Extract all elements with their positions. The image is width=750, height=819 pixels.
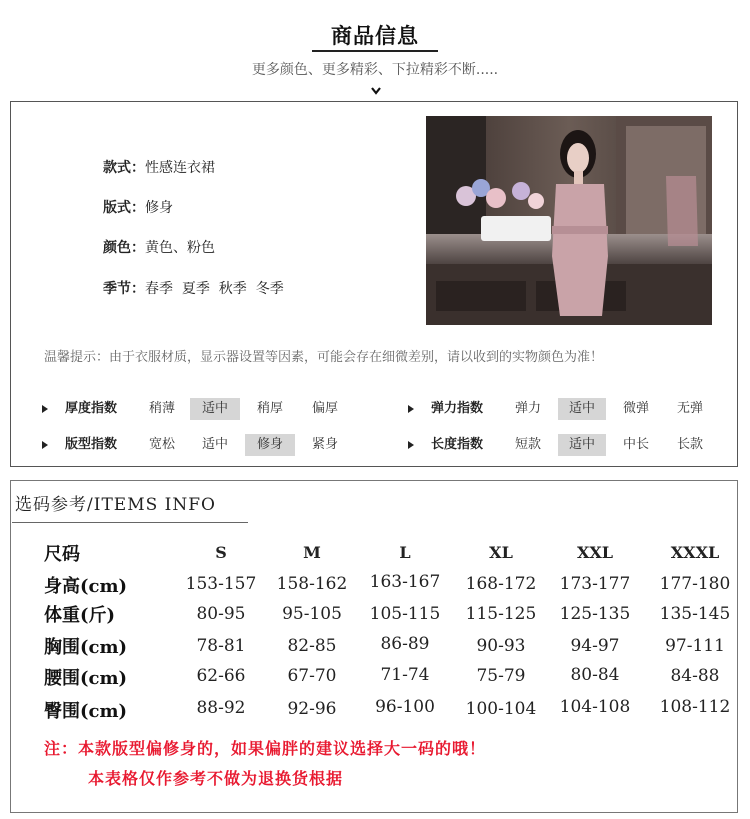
- size-cell: 67-70: [287, 666, 337, 686]
- size-row-label: 体重(斤): [44, 605, 116, 626]
- attr-value: 黄色、粉色: [145, 240, 215, 256]
- index-option: 短款: [514, 437, 541, 452]
- size-cell: 108-112: [659, 697, 731, 717]
- size-header-label: 尺码: [44, 544, 80, 565]
- size-cell: 97-111: [665, 636, 725, 656]
- size-cell: 96-100: [375, 697, 435, 717]
- index-label: 厚度指数: [65, 401, 118, 416]
- index-option: 无弹: [676, 401, 703, 416]
- size-header-cell: L: [399, 543, 411, 562]
- size-header-cell: XXXL: [670, 543, 720, 562]
- size-header-cell: XL: [489, 543, 513, 562]
- size-reference-title: 选码参考/ITEMS INFO: [15, 495, 216, 515]
- attr-key: 版式：: [103, 200, 145, 216]
- attr-fit: [103, 197, 173, 217]
- index-fit: [42, 434, 372, 456]
- size-cell: 104-108: [559, 697, 631, 717]
- size-cell: 80-95: [196, 604, 246, 624]
- attr-value: 性感连衣裙: [145, 160, 215, 176]
- size-header-cell: S: [215, 543, 227, 562]
- attr-season: [103, 278, 284, 298]
- size-note-line2: 本表格仅作参考不做为退换货根据: [88, 769, 344, 788]
- size-cell: 82-85: [287, 636, 337, 656]
- size-cell: 163-167: [369, 572, 441, 592]
- attr-key: 款式：: [103, 160, 145, 176]
- index-label: 长度指数: [431, 437, 484, 452]
- attr-style: [103, 157, 215, 177]
- size-row-label: 腰围(cm): [44, 668, 128, 689]
- size-cell: 75-79: [476, 666, 526, 686]
- index-option-selected: 修身: [245, 434, 295, 456]
- size-cell: 62-66: [196, 666, 246, 686]
- size-cell: 88-92: [196, 698, 246, 718]
- index-option: 宽松: [148, 437, 175, 452]
- index-option: 稍薄: [148, 401, 175, 416]
- title-underline: [312, 50, 438, 52]
- size-cell: 125-135: [559, 604, 631, 624]
- triangle-bullet-icon: [408, 441, 414, 449]
- chevron-down-icon: [369, 84, 383, 98]
- index-label: 版型指数: [65, 437, 118, 452]
- size-row-label: 胸围(cm): [44, 637, 128, 658]
- index-option: 适中: [201, 437, 228, 452]
- product-photo: [426, 116, 712, 325]
- size-row-label: 臀围(cm): [44, 701, 128, 722]
- index-option: 微弹: [622, 401, 649, 416]
- index-option: 稍厚: [256, 401, 283, 416]
- size-cell: 71-74: [380, 665, 430, 685]
- index-option: 弹力: [514, 401, 541, 416]
- index-option: 紧身: [311, 437, 338, 452]
- size-header-cell: M: [303, 543, 321, 562]
- size-cell: 168-172: [465, 574, 537, 594]
- size-cell: 90-93: [476, 636, 526, 656]
- size-cell: 78-81: [196, 636, 246, 656]
- size-cell: 86-89: [380, 634, 430, 654]
- section-title: 商品信息: [331, 24, 419, 48]
- attr-value: 修身: [145, 200, 173, 216]
- size-cell: 94-97: [570, 636, 620, 656]
- size-cell: 95-105: [282, 604, 342, 624]
- size-cell: 115-125: [465, 604, 537, 624]
- section-subtitle: 更多颜色、更多精彩、下拉精彩不断.....: [251, 62, 499, 78]
- index-length: [408, 434, 728, 456]
- index-option-selected: 适中: [558, 398, 606, 420]
- size-row-label: 身高(cm): [44, 576, 128, 597]
- size-cell: 92-96: [287, 699, 337, 719]
- attr-key: 季节：: [103, 281, 145, 297]
- index-label: 弹力指数: [431, 401, 484, 416]
- index-elasticity: [408, 398, 728, 420]
- triangle-bullet-icon: [42, 405, 48, 413]
- size-cell: 158-162: [276, 574, 348, 594]
- index-option: 偏厚: [311, 401, 338, 416]
- size-cell: 80-84: [570, 665, 620, 685]
- attr-key: 颜色：: [103, 240, 145, 256]
- index-thickness: [42, 398, 372, 420]
- attr-value: 春季 夏季 秋季 冬季: [145, 281, 284, 297]
- triangle-bullet-icon: [42, 441, 48, 449]
- index-option-selected: 适中: [558, 434, 606, 456]
- title-underline: [12, 522, 248, 523]
- size-header-cell: XXL: [576, 543, 614, 562]
- triangle-bullet-icon: [408, 405, 414, 413]
- size-note-line1: 注：本款版型偏修身的，如果偏胖的建议选择大一码的哦！: [44, 739, 487, 758]
- size-cell: 153-157: [185, 574, 257, 594]
- size-cell: 177-180: [659, 574, 731, 594]
- notice-text: 温馨提示：由于衣服材质，显示器设置等因素，可能会存在细微差别，请以收到的实物颜色为准！: [44, 350, 604, 365]
- size-cell: 135-145: [659, 604, 731, 624]
- index-option-selected: 适中: [190, 398, 240, 420]
- size-cell: 173-177: [559, 574, 631, 594]
- index-option: 长款: [676, 437, 703, 452]
- index-option: 中长: [622, 437, 649, 452]
- size-cell: 105-115: [369, 604, 441, 624]
- size-cell: 84-88: [670, 666, 720, 686]
- size-cell: 100-104: [465, 699, 537, 719]
- attr-color: [103, 237, 215, 257]
